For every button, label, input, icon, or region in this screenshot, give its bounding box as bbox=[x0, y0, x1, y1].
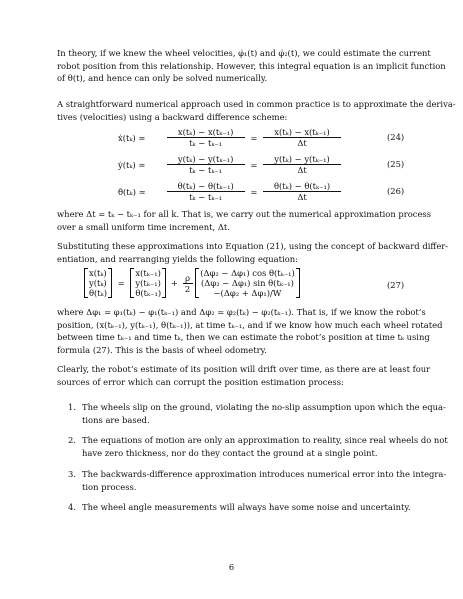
equation-lhs: ẏ(tₖ) ≃ bbox=[118, 159, 146, 170]
fraction bbox=[263, 181, 341, 202]
equals-sign: = bbox=[117, 278, 125, 288]
list-item bbox=[68, 434, 448, 459]
equation-lhs: ẋ(tₖ) ≃ bbox=[118, 132, 146, 143]
text-line: have zero thickness, nor do they contact the ground at a single point. bbox=[82, 447, 378, 458]
fraction-denominator: tₖ − tₖ₋₁ bbox=[189, 165, 223, 175]
fraction-denominator: Δt bbox=[297, 165, 307, 175]
matrix-entry: −(Δφ₂ + Δφ₁)/W bbox=[213, 288, 282, 298]
fraction-numerator: ρ bbox=[183, 273, 193, 284]
paragraph-drift bbox=[57, 363, 431, 388]
matrix-position-current bbox=[84, 268, 112, 298]
fraction-numerator: y(tₖ) − y(tₖ₋₁) bbox=[167, 154, 245, 165]
text-line: The backwards-difference approximation introduces numerical error into the integra- bbox=[82, 469, 447, 479]
matrix-entry: x(tₖ₋₁) bbox=[135, 268, 161, 278]
paragraph-substituting bbox=[57, 240, 449, 265]
equals-sign: = bbox=[250, 186, 258, 197]
text-line: of θ(t), and hence can only be solved numerically. bbox=[57, 73, 268, 83]
fraction bbox=[167, 181, 245, 202]
equation-number: (26) bbox=[387, 186, 405, 196]
fraction-numerator: y(tₖ) − y(tₖ₋₁) bbox=[263, 154, 341, 165]
fraction-denominator: Δt bbox=[297, 192, 307, 202]
text-line: Clearly, the robot’s estimate of its position will drift over time, as there are at least four bbox=[57, 364, 431, 374]
matrix-entry: (Δφ₂ − Δφ₁) sin θ(tₖ₋₁) bbox=[201, 278, 294, 288]
matrix-entry: x(tₖ) bbox=[89, 268, 107, 278]
equation-number: (25) bbox=[387, 159, 405, 169]
list-item-number: 3. bbox=[68, 469, 76, 479]
equation-number: (27) bbox=[387, 280, 405, 290]
equation-26 bbox=[118, 181, 341, 202]
text-line: where Δt = tₖ − tₖ₋₁ for all k. That is, we carry out the numerical approximation process bbox=[57, 209, 432, 219]
fraction bbox=[263, 154, 341, 175]
matrix-entry: (Δφ₂ − Δφ₁) cos θ(tₖ₋₁) bbox=[200, 268, 295, 278]
list-item-text bbox=[82, 468, 447, 493]
text-line: A straightforward numerical approach used in common practice is to approximate the deriva- bbox=[57, 99, 456, 109]
text-line: between time tₖ₋₁ and time tₖ, then we can estimate the robot’s position at time tₖ using bbox=[57, 332, 430, 342]
list-item-text bbox=[82, 434, 448, 459]
equals-sign: = bbox=[250, 159, 258, 170]
equals-sign: = bbox=[250, 132, 258, 143]
text-line: The equations of motion are only an approximation to reality, since real wheels do not bbox=[82, 435, 448, 445]
fraction-denominator: 2 bbox=[184, 283, 191, 294]
fraction-denominator: tₖ − tₖ₋₁ bbox=[189, 192, 223, 202]
fraction-numerator: x(tₖ) − x(tₖ₋₁) bbox=[263, 127, 341, 138]
matrix-entry: y(tₖ₋₁) bbox=[135, 278, 161, 288]
text-line: over a small uniform time increment, Δt. bbox=[57, 221, 230, 232]
list-item-text bbox=[82, 401, 446, 426]
fraction-numerator: x(tₖ) − x(tₖ₋₁) bbox=[167, 127, 245, 138]
fraction-numerator: θ(tₖ) − θ(tₖ₋₁) bbox=[263, 181, 341, 192]
list-item-number: 4. bbox=[68, 502, 76, 512]
matrix-increment bbox=[195, 268, 300, 298]
list-item bbox=[68, 401, 446, 426]
text-line: In theory, if we knew the wheel velocities, φ̇₁(t) and φ̇₂(t), we could estimate the current bbox=[57, 48, 431, 58]
text-line: position, (x(tₖ₋₁), y(tₖ₋₁), θ(tₖ₋₁)), at time tₖ₋₁, and if we know how much each wheel rotated bbox=[57, 319, 443, 330]
paragraph-delta-t bbox=[57, 208, 432, 233]
matrix-entry: y(tₖ) bbox=[89, 278, 107, 288]
equation-24 bbox=[118, 127, 341, 148]
equation-lhs: θ̇(tₖ) ≃ bbox=[118, 186, 146, 197]
text-line: tions are based. bbox=[82, 414, 150, 425]
fraction-numerator: θ(tₖ) − θ(tₖ₋₁) bbox=[167, 181, 245, 192]
text-line: sources of error which can corrupt the position estimation process: bbox=[57, 376, 344, 387]
fraction-denominator: tₖ − tₖ₋₁ bbox=[189, 138, 223, 148]
plus-sign: + bbox=[170, 278, 178, 288]
text-line: robot position from this relationship. However, this integral equation is an implicit function bbox=[57, 60, 446, 71]
fraction bbox=[167, 127, 245, 148]
paragraph-backward-difference bbox=[57, 98, 456, 123]
page-number: 6 bbox=[228, 562, 235, 572]
matrix-entry: θ(tₖ₋₁) bbox=[135, 288, 162, 298]
text-line: The wheels slip on the ground, violating the no-slip assumption upon which the equa- bbox=[82, 402, 446, 412]
text-line: The wheel angle measurements will always have some noise and uncertainty. bbox=[82, 502, 411, 512]
equation-27 bbox=[84, 268, 300, 298]
fraction-denominator: Δt bbox=[297, 138, 307, 148]
fraction bbox=[167, 154, 245, 175]
equation-number: (24) bbox=[387, 132, 405, 142]
text-line: Substituting these approximations into Equation (21), using the concept of backward differ- bbox=[57, 241, 449, 251]
paragraph-delta-phi bbox=[57, 306, 443, 356]
text-line: tives (velocities) using a backward difference scheme: bbox=[57, 111, 288, 122]
list-item bbox=[68, 501, 411, 514]
fraction-rho-over-2 bbox=[183, 273, 193, 294]
list-item-number: 1. bbox=[68, 402, 76, 412]
list-item-text bbox=[82, 501, 411, 514]
text-line: entiation, and rearranging yields the following equation: bbox=[57, 253, 298, 264]
fraction bbox=[263, 127, 341, 148]
matrix-entry: θ(tₖ) bbox=[89, 288, 107, 298]
text-line: formula (27). This is the basis of wheel odometry. bbox=[57, 344, 267, 355]
text-line: tion process. bbox=[82, 481, 137, 492]
equation-25 bbox=[118, 154, 341, 175]
text-line: where Δφ₁ = φ₁(tₖ) − φ₁(tₖ₋₁) and Δφ₂ = φ₂(tₖ) − φ₂(tₖ₋₁). That is, if we know the robot’s bbox=[57, 307, 426, 317]
matrix-position-previous bbox=[130, 268, 166, 298]
list-item bbox=[68, 468, 447, 493]
list-item-number: 2. bbox=[68, 435, 76, 445]
paragraph-wheel-velocities bbox=[57, 47, 446, 85]
